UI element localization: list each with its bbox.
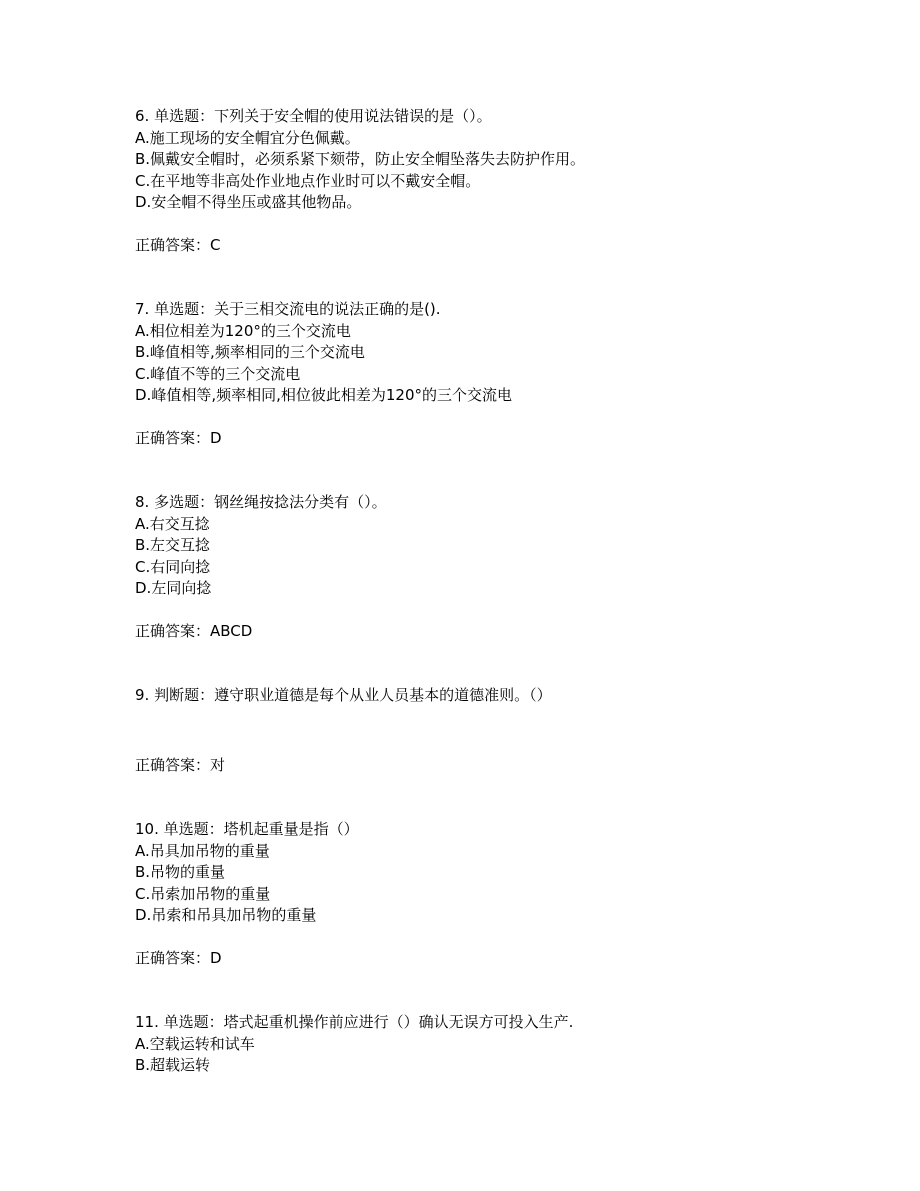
option-b: B.峰值相等,频率相同的三个交流电 <box>135 343 365 361</box>
question-title: 6. 单选题：下列关于安全帽的使用说法错误的是（）。 <box>135 107 492 125</box>
option-c: C.峰值不等的三个交流电 <box>135 364 301 383</box>
question-11 <box>135 1012 895 1077</box>
spacer <box>135 256 895 299</box>
question-title: 7. 单选题：关于三相交流电的说法正确的是(). <box>135 300 441 318</box>
option-b: B.超载运转 <box>135 1056 211 1074</box>
option-list <box>135 514 895 600</box>
option-b: B.左交互捻 <box>135 536 211 554</box>
spacer <box>135 642 895 685</box>
question-9 <box>135 685 895 776</box>
question-6 <box>135 106 895 256</box>
option-b: B.吊物的重量 <box>135 863 226 881</box>
correct-answer: 正确答案：ABCD <box>135 621 253 640</box>
option-c: C.吊索加吊物的重量 <box>135 884 271 903</box>
option-list <box>135 128 895 214</box>
question-title: 10. 单选题：塔机起重量是指（） <box>135 820 359 838</box>
option-a: A.相位相差为120°的三个交流电 <box>135 321 351 340</box>
question-title: 9. 判断题：遵守职业道德是每个从业人员基本的道德准则。（） <box>135 686 552 704</box>
spacer <box>135 969 895 1012</box>
option-list <box>135 841 895 927</box>
option-d: D.左同向捻 <box>135 579 212 597</box>
option-a: A.施工现场的安全帽宜分色佩戴。 <box>135 128 360 147</box>
option-list <box>135 321 895 407</box>
option-list <box>135 1034 895 1077</box>
option-b: B.佩戴安全帽时，必须系紧下颏带，防止安全帽坠落失去防护作用。 <box>135 150 586 168</box>
option-a: A.右交互捻 <box>135 514 210 533</box>
correct-answer: 正确答案：D <box>135 428 222 447</box>
spacer <box>135 707 895 734</box>
option-d: D.吊索和吊具加吊物的重量 <box>135 906 317 924</box>
correct-answer: 正确答案：C <box>135 235 221 254</box>
document-page <box>135 106 895 1077</box>
question-title: 8. 多选题：钢丝绳按捻法分类有（）。 <box>135 493 387 511</box>
question-8 <box>135 492 895 642</box>
option-c: C.右同向捻 <box>135 557 211 576</box>
correct-answer: 正确答案：D <box>135 948 222 967</box>
option-a: A.空载运转和试车 <box>135 1034 255 1053</box>
option-d: D.安全帽不得坐压或盛其他物品。 <box>135 193 362 211</box>
option-d: D.峰值相等,频率相同,相位彼此相差为120°的三个交流电 <box>135 386 512 404</box>
correct-answer: 正确答案：对 <box>135 755 226 774</box>
question-10 <box>135 819 895 969</box>
option-c: C.在平地等非高处作业地点作业时可以不戴安全帽。 <box>135 171 481 190</box>
question-7 <box>135 299 895 449</box>
spacer <box>135 776 895 819</box>
spacer <box>135 449 895 492</box>
question-title: 11. 单选题：塔式起重机操作前应进行（）确认无误方可投入生产. <box>135 1013 574 1031</box>
option-a: A.吊具加吊物的重量 <box>135 841 270 860</box>
